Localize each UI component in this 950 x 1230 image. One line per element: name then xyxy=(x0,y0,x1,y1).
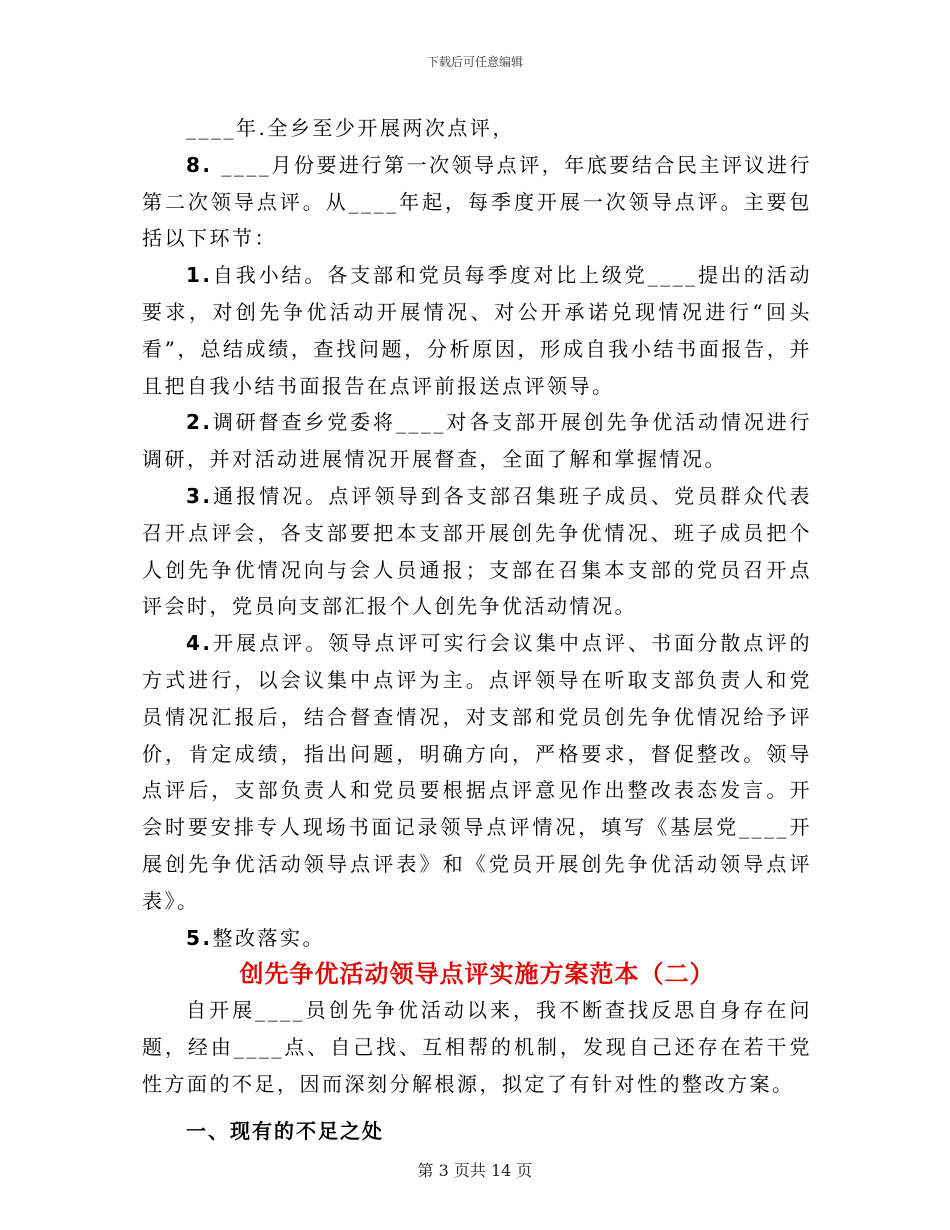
paragraph-text: ____年.全乡至少开展两次点评， xyxy=(186,116,515,140)
paragraph-text: 开展点评。领导点评可实行会议集中点评、书面分散点评的方式进行，以会议集中点评为主。点评领导在听取支部负责人和党员情况汇报后，结合督查情况，对支部和党员创先争优情况给予评价，肯定成绩，指出问题，明确方向，严格要求，督促整改。领导点评后，支部负责人和党员要根据点评意见作出整改表态发言。开会时要安排专人现场书面记录领导点评情况，填写《基层党____开展创先争优活动领导点评表》和《党员开展创先争优活动领导点评表》。 xyxy=(142,631,812,913)
paragraph-text: ____月份要进行第一次领导点评，年底要结合民主评议进行第二次领导点评。从____年起，每季度开展一次领导点评。主要包括以下环节： xyxy=(142,152,812,251)
paragraph-number: 3. xyxy=(186,483,213,508)
paragraph xyxy=(142,404,812,478)
paragraph-text: 整改落实。 xyxy=(212,925,326,950)
paragraph-text: 调研督查乡党委将____对各支部开展创先争优活动情况进行调研，并对活动进展情况开展督查，全面了解和掌握情况。 xyxy=(142,410,812,472)
paragraph-number: 8. xyxy=(186,152,213,177)
page-footer: 第 3 页共 14 页 xyxy=(417,1161,533,1180)
paragraph xyxy=(142,147,812,257)
paragraph xyxy=(142,625,812,919)
page-header: 下载后可任意编辑 xyxy=(426,55,523,69)
paragraph-number: 1. xyxy=(186,263,213,288)
paragraph xyxy=(142,257,812,404)
paragraph-number: 2. xyxy=(186,410,213,435)
subheading: 一、现有的不足之处 xyxy=(186,1118,384,1143)
paragraph-text: 通报情况。点评领导到各支部召集班子成员、党员群众代表召开点评会，各支部要把本支部开展创先争优情况、班子成员把个人创先争优情况向与会人员通报；支部在召集本支部的党员召开点评会时，党员向支部汇报个人创先争优活动情况。 xyxy=(142,483,812,619)
paragraph xyxy=(142,110,812,147)
paragraph-number: 4. xyxy=(186,631,213,656)
paragraph-number: 5. xyxy=(186,925,213,950)
section-title: 创先争优活动领导点评实施方案范本（二） xyxy=(239,959,715,989)
intro-paragraph: 自开展____员创先争优活动以来，我不断查找反思自身存在问题，经由____点、自己找、互相帮的机制，发现自己还存在若干党性方面的不足，因而深刻分解根源，拟定了有针对性的整改方案。 xyxy=(142,998,812,1096)
paragraph xyxy=(142,920,812,957)
paragraph-text: 自我小结。各支部和党员每季度对比上级党____提出的活动要求，对创先争优活动开展情况、对公开承诺兑现情况进行“回头看”，总结成绩，查找问题，分析原因，形成自我小结书面报告，并且把自我小结书面报告在点评前报送点评领导。 xyxy=(142,263,812,398)
document-body xyxy=(142,110,812,1151)
paragraph xyxy=(142,478,812,625)
